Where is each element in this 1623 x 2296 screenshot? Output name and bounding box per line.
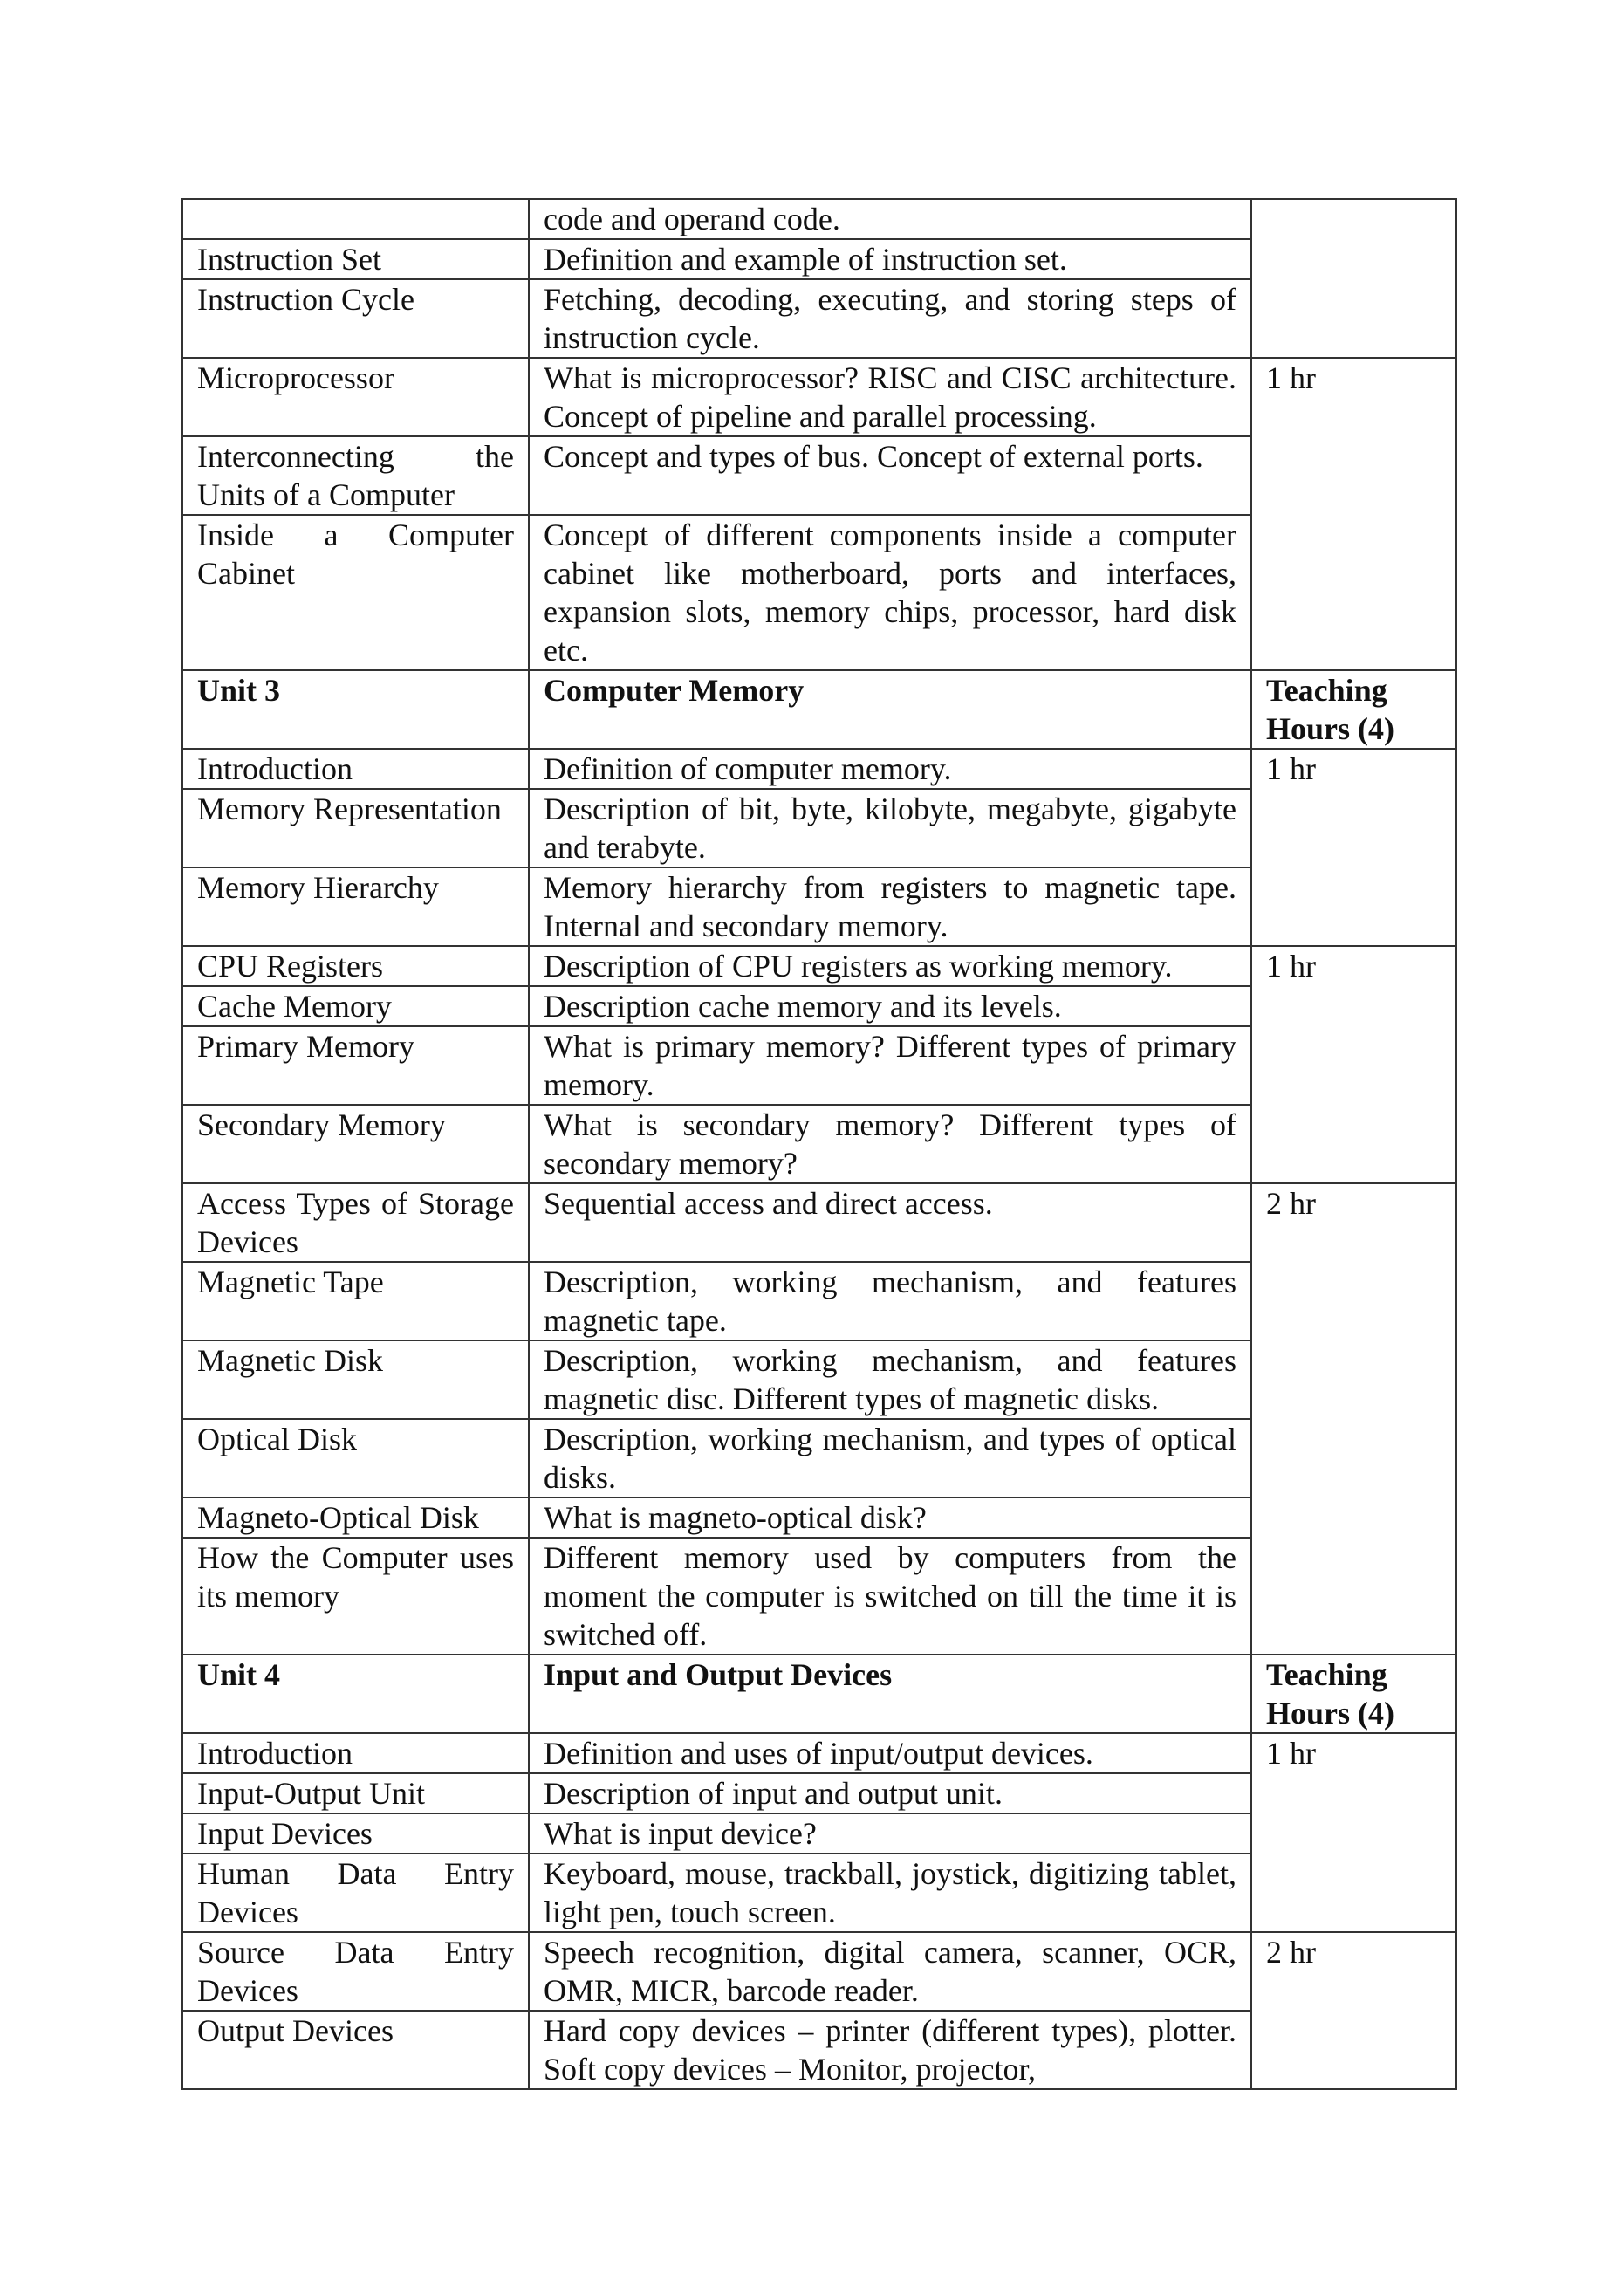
topic-cell: Interconnecting the Units of a Computer xyxy=(182,436,529,515)
description-cell: Memory hierarchy from registers to magnetic tape. Internal and secondary memory. xyxy=(529,867,1251,946)
topic-cell: Input-Output Unit xyxy=(182,1773,529,1813)
unit-title: Input and Output Devices xyxy=(529,1655,1251,1733)
description-cell: Definition and uses of input/output devices. xyxy=(529,1733,1251,1773)
hours-cell: 1 hr xyxy=(1251,1733,1456,1932)
description-cell: Definition and example of instruction set. xyxy=(529,239,1251,279)
description-cell: What is microprocessor? RISC and CISC architecture. Concept of pipeline and parallel processing. xyxy=(529,358,1251,436)
unit-header-row xyxy=(182,670,1456,749)
description-cell: Description, working mechanism, and types of optical disks. xyxy=(529,1419,1251,1498)
topic-cell: Optical Disk xyxy=(182,1419,529,1498)
teaching-hours: Teaching Hours (4) xyxy=(1251,670,1456,749)
table-row xyxy=(182,1183,1456,1262)
teaching-hours: Teaching Hours (4) xyxy=(1251,1655,1456,1733)
table-row xyxy=(182,1733,1456,1773)
topic-cell: Input Devices xyxy=(182,1813,529,1854)
description-cell: Sequential access and direct access. xyxy=(529,1183,1251,1262)
table-row xyxy=(182,749,1456,789)
unit-header-row xyxy=(182,1655,1456,1733)
description-cell: Description, working mechanism, and features magnetic tape. xyxy=(529,1262,1251,1340)
description-cell: Fetching, decoding, executing, and storing steps of instruction cycle. xyxy=(529,279,1251,358)
description-cell: Concept of different components inside a computer cabinet like motherboard, ports and interfaces, expansion slots, memory chips, processor, hard disk etc. xyxy=(529,515,1251,670)
description-cell: Hard copy devices – printer (different types), plotter. Soft copy devices – Monitor, projector, xyxy=(529,2011,1251,2089)
topic-cell: Access Types of Storage Devices xyxy=(182,1183,529,1262)
table-row xyxy=(182,1932,1456,2011)
description-cell: Description, working mechanism, and features magnetic disc. Different types of magnetic disks. xyxy=(529,1340,1251,1419)
unit-number: Unit 4 xyxy=(182,1655,529,1733)
table-row xyxy=(182,199,1456,239)
unit-number: Unit 3 xyxy=(182,670,529,749)
hours-cell: 2 hr xyxy=(1251,1183,1456,1655)
topic-cell: Memory Hierarchy xyxy=(182,867,529,946)
description-cell: Description of bit, byte, kilobyte, megabyte, gigabyte and terabyte. xyxy=(529,789,1251,867)
hours-cell: 1 hr xyxy=(1251,946,1456,1183)
hours-cell: 2 hr xyxy=(1251,1932,1456,2089)
description-cell: What is magneto-optical disk? xyxy=(529,1498,1251,1538)
description-cell: Speech recognition, digital camera, scanner, OCR, OMR, MICR, barcode reader. xyxy=(529,1932,1251,2011)
unit-title: Computer Memory xyxy=(529,670,1251,749)
topic-cell: Cache Memory xyxy=(182,986,529,1026)
table-row xyxy=(182,358,1456,436)
topic-cell: Magneto-Optical Disk xyxy=(182,1498,529,1538)
description-cell: code and operand code. xyxy=(529,199,1251,239)
topic-cell: Introduction xyxy=(182,749,529,789)
description-cell: What is input device? xyxy=(529,1813,1251,1854)
syllabus-page xyxy=(181,198,1455,2090)
description-cell: What is primary memory? Different types of primary memory. xyxy=(529,1026,1251,1105)
topic-cell: Memory Representation xyxy=(182,789,529,867)
description-cell: Definition of computer memory. xyxy=(529,749,1251,789)
topic-cell: How the Computer uses its memory xyxy=(182,1538,529,1655)
description-cell: Description of input and output unit. xyxy=(529,1773,1251,1813)
topic-cell: Magnetic Disk xyxy=(182,1340,529,1419)
topic-cell: Inside a Computer Cabinet xyxy=(182,515,529,670)
hours-cell: 1 hr xyxy=(1251,749,1456,946)
topic-cell: Secondary Memory xyxy=(182,1105,529,1183)
topic-cell: Instruction Set xyxy=(182,239,529,279)
hours-cell xyxy=(1251,199,1456,358)
description-cell: Concept and types of bus. Concept of external ports. xyxy=(529,436,1251,515)
syllabus-table xyxy=(181,198,1457,2090)
topic-cell: Human Data Entry Devices xyxy=(182,1854,529,1932)
topic-cell: Microprocessor xyxy=(182,358,529,436)
description-cell: What is secondary memory? Different types of secondary memory? xyxy=(529,1105,1251,1183)
topic-cell: Instruction Cycle xyxy=(182,279,529,358)
description-cell: Keyboard, mouse, trackball, joystick, digitizing tablet, light pen, touch screen. xyxy=(529,1854,1251,1932)
topic-cell: Source Data Entry Devices xyxy=(182,1932,529,2011)
description-cell: Description cache memory and its levels. xyxy=(529,986,1251,1026)
topic-cell: CPU Registers xyxy=(182,946,529,986)
topic-cell: Output Devices xyxy=(182,2011,529,2089)
topic-cell: Introduction xyxy=(182,1733,529,1773)
description-cell: Description of CPU registers as working memory. xyxy=(529,946,1251,986)
topic-cell: Primary Memory xyxy=(182,1026,529,1105)
hours-cell: 1 hr xyxy=(1251,358,1456,670)
topic-cell: Magnetic Tape xyxy=(182,1262,529,1340)
description-cell: Different memory used by computers from the moment the computer is switched on till the time it is switched off. xyxy=(529,1538,1251,1655)
table-row xyxy=(182,946,1456,986)
topic-cell xyxy=(182,199,529,239)
